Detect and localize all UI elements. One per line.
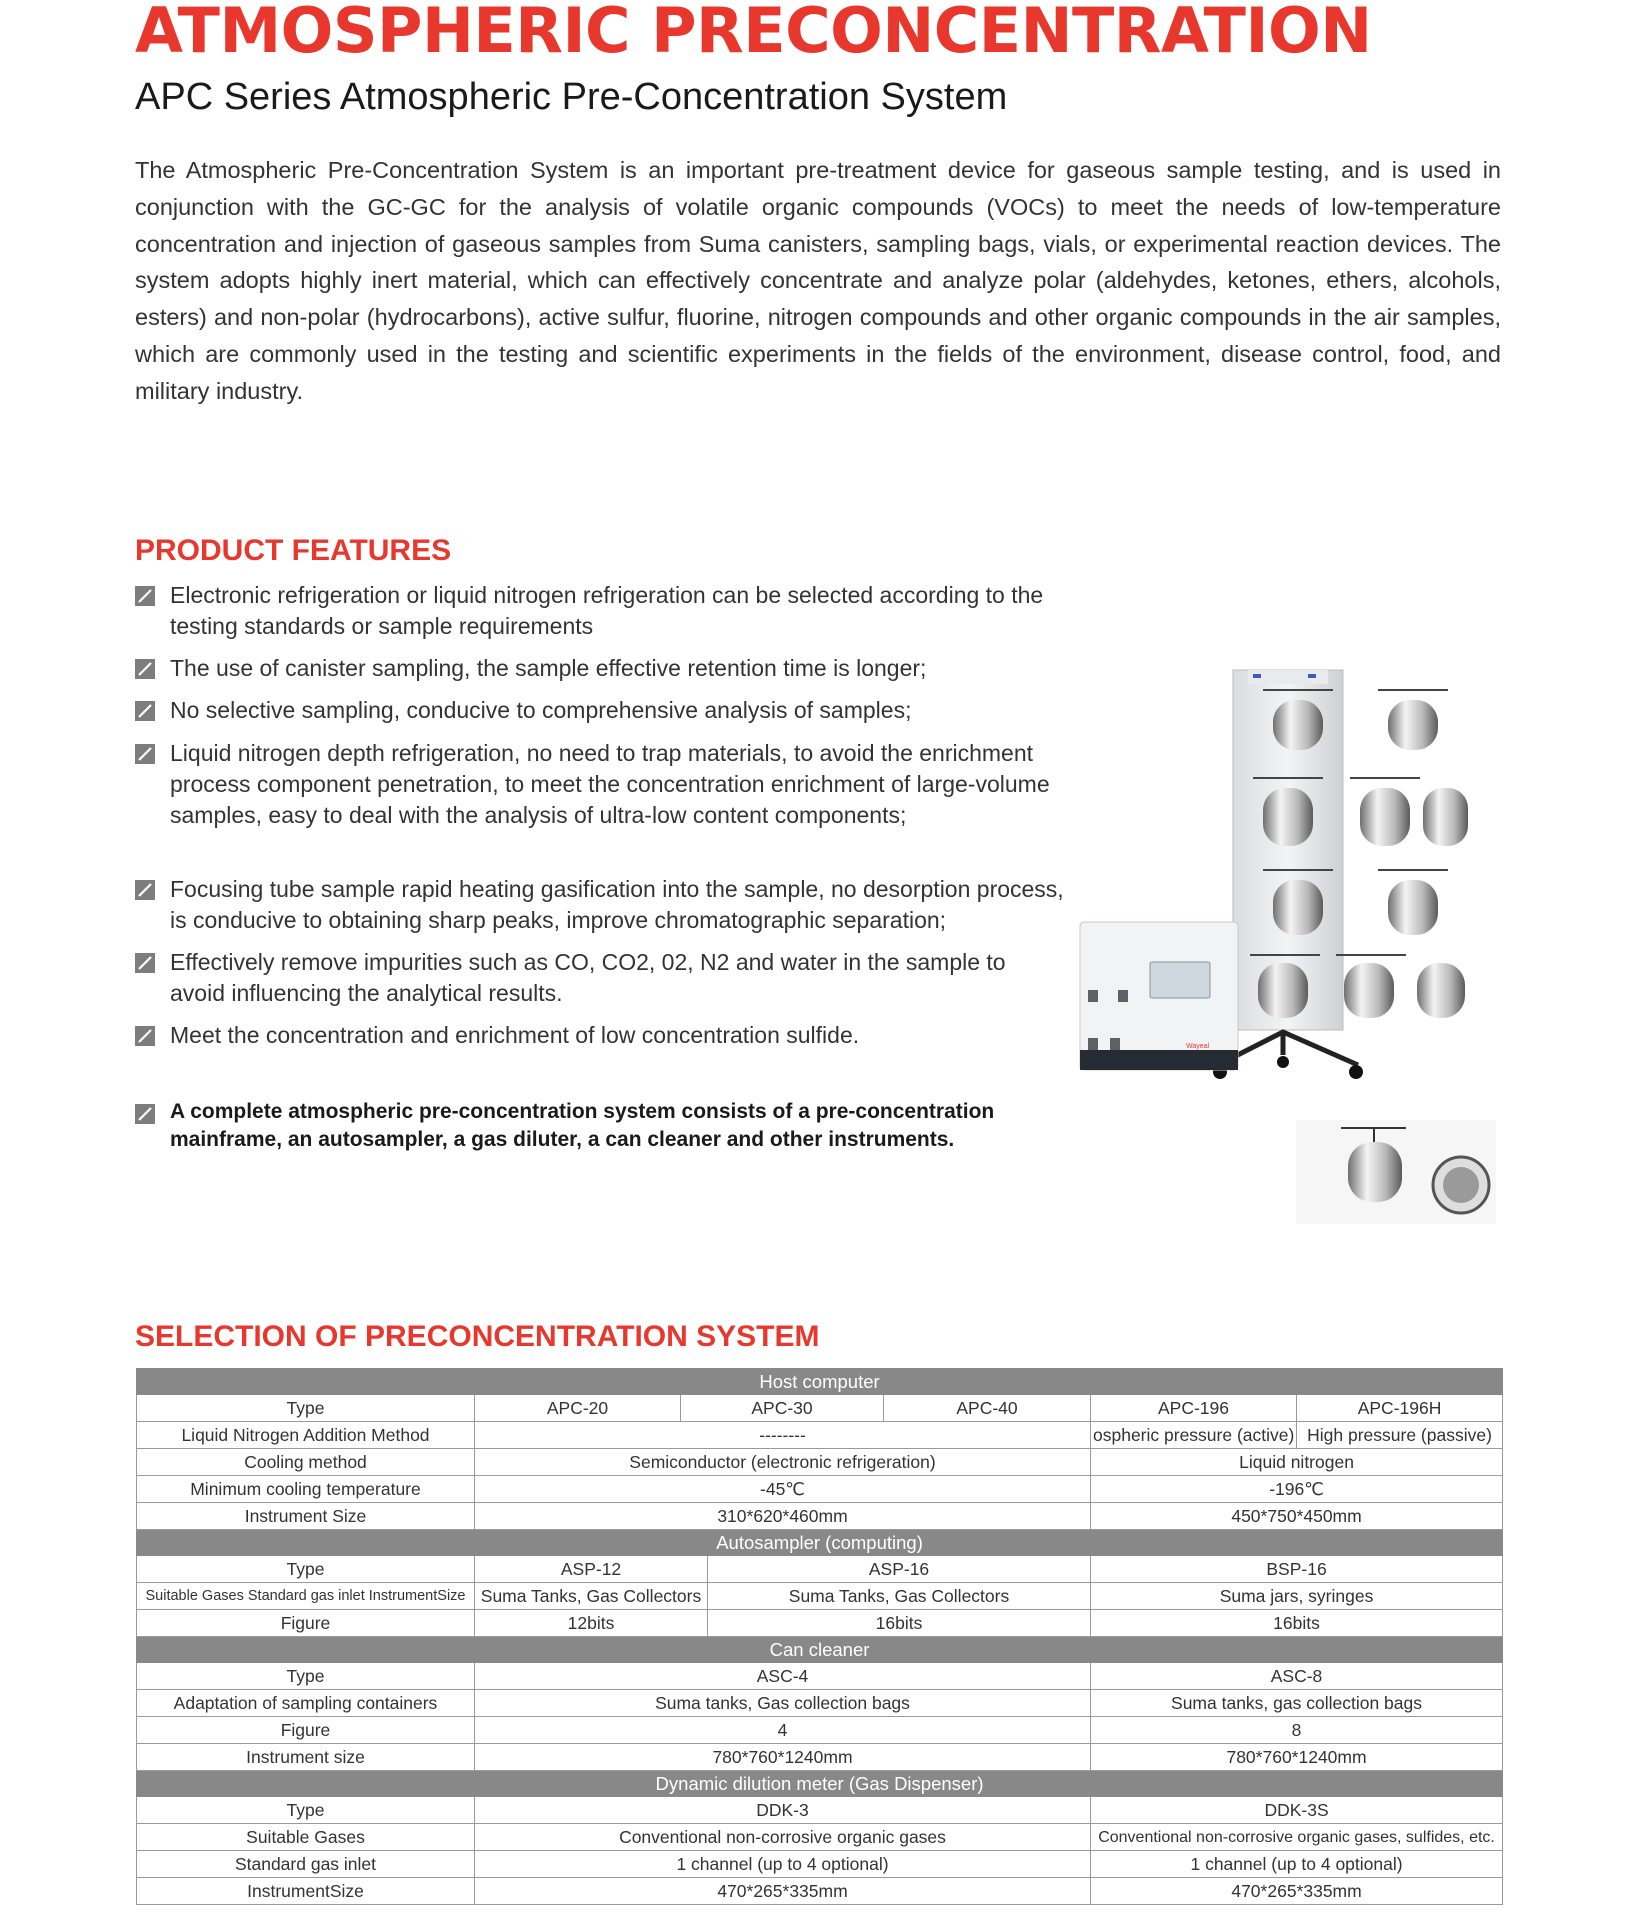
table-cell: APC-196 [1091, 1395, 1297, 1422]
features-heading: PRODUCT FEATURES [135, 534, 452, 567]
table-cell: Type [137, 1663, 475, 1690]
table-cell: Suma Tanks, Gas Collectors [475, 1583, 708, 1610]
feature-item [135, 695, 1065, 726]
feature-item [135, 738, 1065, 831]
checkbox-icon [135, 1104, 155, 1124]
table-cell: 8 [1091, 1717, 1503, 1744]
feature-note-text: A complete atmospheric pre-concentration system consists of a pre-concentration mainframe, an autosampler, a gas diluter, a can cleaner and other instruments. [170, 1100, 995, 1151]
table-cell: 16bits [1091, 1610, 1503, 1637]
page-title: ATMOSPHERIC PRECONCENTRATION [135, 0, 1372, 67]
feature-text: No selective sampling, conducive to comprehensive analysis of samples; [170, 697, 912, 723]
table-row [137, 1744, 1503, 1771]
table-cell: Adaptation of sampling containers [137, 1690, 475, 1717]
table-cell: APC-30 [681, 1395, 884, 1422]
feature-item [135, 874, 1065, 936]
brand-label: Wayeal [1186, 1043, 1210, 1050]
table-cell: ASP-12 [475, 1556, 708, 1583]
table-row [137, 1449, 1503, 1476]
table-cell: 450*750*450mm [1091, 1503, 1503, 1530]
table-cell: Semiconductor (electronic refrigeration) [475, 1449, 1091, 1476]
table-row [137, 1797, 1503, 1824]
table-row [137, 1878, 1503, 1905]
table-cell: 1 channel (up to 4 optional) [475, 1851, 1091, 1878]
table-cell: Suitable Gases [137, 1824, 475, 1851]
table-cell: Liquid Nitrogen Addition Method [137, 1422, 475, 1449]
table-cell: High pressure (passive) [1297, 1422, 1503, 1449]
table-cell: 1 channel (up to 4 optional) [1091, 1851, 1503, 1878]
table-cell: 780*760*1240mm [475, 1744, 1091, 1771]
table-section-header [137, 1530, 1503, 1556]
table-cell: 780*760*1240mm [1091, 1744, 1503, 1771]
table-row [137, 1717, 1503, 1744]
table-cell: ASP-16 [708, 1556, 1091, 1583]
feature-text: Liquid nitrogen depth refrigeration, no need to trap materials, to avoid the enrichment process component penetration, to meet the concentration enrichment of large-volume samples, easy to deal with the analysis of ultra-low content components; [170, 740, 1050, 828]
table-cell: -------- [475, 1422, 1091, 1449]
table-row [137, 1610, 1503, 1637]
table-row [137, 1422, 1503, 1449]
table-cell: Figure [137, 1610, 475, 1637]
checkbox-icon [135, 744, 155, 764]
table-section-header [137, 1637, 1503, 1663]
table-cell: Minimum cooling temperature [137, 1476, 475, 1503]
table-cell: 16bits [708, 1610, 1091, 1637]
table-cell: Type [137, 1797, 475, 1824]
table-cell: Conventional non-corrosive organic gases [475, 1824, 1091, 1851]
table-cell: ASC-4 [475, 1663, 1091, 1690]
product-image [1078, 660, 1478, 1115]
table-cell: APC-20 [475, 1395, 681, 1422]
feature-item [135, 947, 1065, 1009]
table-cell: Suma jars, syringes [1091, 1583, 1503, 1610]
intro-paragraph: The Atmospheric Pre-Concentration System is an important pre-treatment device for gaseous sample testing, and is used in conjunction with the GC-GC for the analysis of volatile organic compounds (VOCs) to meet the needs of low-temperature concentration and injection of gaseous samples from Suma canisters, sampling bags, vials, or experimental reaction devices. The system adopts highly inert material, which can effectively concentrate and analyze polar (aldehydes, ketones, ethers, alcohols, esters) and non-polar (hydrocarbons), active sulfur, fluorine, nitrogen compounds and other organic compounds in the air samples, which are commonly used in the testing and scientific experiments in the fields of the environment, disease control, food, and military industry. [135, 157, 1501, 404]
table-cell: BSP-16 [1091, 1556, 1503, 1583]
table-cell: APC-196H [1297, 1395, 1503, 1422]
feature-text: The use of canister sampling, the sample effective retention time is longer; [170, 655, 927, 681]
feature-text: Meet the concentration and enrichment of low concentration sulfide. [170, 1022, 860, 1048]
table-section-header [137, 1369, 1503, 1395]
feature-item [135, 1020, 1065, 1051]
table-cell: Suitable Gases Standard gas inlet InstrumentSize [137, 1583, 475, 1610]
band-dilution: Dynamic dilution meter (Gas Dispenser) [137, 1771, 1503, 1797]
table-cell: ospheric pressure (active) [1091, 1422, 1297, 1449]
checkbox-icon [135, 659, 155, 679]
table-cell: 4 [475, 1717, 1091, 1744]
table-row [137, 1583, 1503, 1610]
table-row [137, 1476, 1503, 1503]
table-cell: -45℃ [475, 1476, 1091, 1503]
table-cell: Type [137, 1556, 475, 1583]
table-cell: Cooling method [137, 1449, 475, 1476]
table-row [137, 1503, 1503, 1530]
table-row [137, 1851, 1503, 1878]
band-autosampler: Autosampler (computing) [137, 1530, 1503, 1556]
table-cell: Instrument size [137, 1744, 475, 1771]
band-cleaner: Can cleaner [137, 1637, 1503, 1663]
table-cell: APC-40 [884, 1395, 1091, 1422]
table-row [137, 1395, 1503, 1422]
table-cell: 470*265*335mm [475, 1878, 1091, 1905]
table-cell: Standard gas inlet [137, 1851, 475, 1878]
band-host: Host computer [137, 1369, 1503, 1395]
table-cell: 12bits [475, 1610, 708, 1637]
table-cell: Conventional non-corrosive organic gases, sulfides, etc. [1091, 1824, 1503, 1851]
selection-heading: SELECTION OF PRECONCENTRATION SYSTEM [135, 1320, 820, 1353]
table-cell: Type [137, 1395, 475, 1422]
checkbox-icon [135, 701, 155, 721]
table-cell: DDK-3S [1091, 1797, 1503, 1824]
table-row [137, 1690, 1503, 1717]
table-row [137, 1663, 1503, 1690]
feature-item [135, 580, 1065, 642]
table-cell: Instrument Size [137, 1503, 475, 1530]
feature-text: Focusing tube sample rapid heating gasification into the sample, no desorption process, is conducive to obtaining sharp peaks, improve chromatographic separation; [170, 876, 1064, 933]
selection-table [136, 1368, 1503, 1905]
table-cell: Figure [137, 1717, 475, 1744]
page-subtitle: APC Series Atmospheric Pre-Concentration System [135, 76, 1008, 118]
table-cell: 310*620*460mm [475, 1503, 1091, 1530]
feature-text: Effectively remove impurities such as CO, CO2, 02, N2 and water in the sample to avoid influencing the analytical results. [170, 949, 1006, 1006]
table-cell: Suma tanks, gas collection bags [1091, 1690, 1503, 1717]
feature-text: Electronic refrigeration or liquid nitrogen refrigeration can be selected according to the testing standards or sample requirements [170, 582, 1044, 639]
table-row [137, 1556, 1503, 1583]
table-cell: Suma Tanks, Gas Collectors [708, 1583, 1091, 1610]
table-cell: InstrumentSize [137, 1878, 475, 1905]
checkbox-icon [135, 1026, 155, 1046]
feature-item [135, 653, 1065, 684]
table-cell: Liquid nitrogen [1091, 1449, 1503, 1476]
checkbox-icon [135, 953, 155, 973]
table-section-header [137, 1771, 1503, 1797]
checkbox-icon [135, 880, 155, 900]
table-row [137, 1824, 1503, 1851]
table-cell: -196℃ [1091, 1476, 1503, 1503]
checkbox-icon [135, 586, 155, 606]
canister-image [1296, 1120, 1496, 1229]
table-cell: Suma tanks, Gas collection bags [475, 1690, 1091, 1717]
table-cell: 470*265*335mm [1091, 1878, 1503, 1905]
table-cell: DDK-3 [475, 1797, 1091, 1824]
feature-note [135, 1098, 1065, 1154]
table-cell: ASC-8 [1091, 1663, 1503, 1690]
